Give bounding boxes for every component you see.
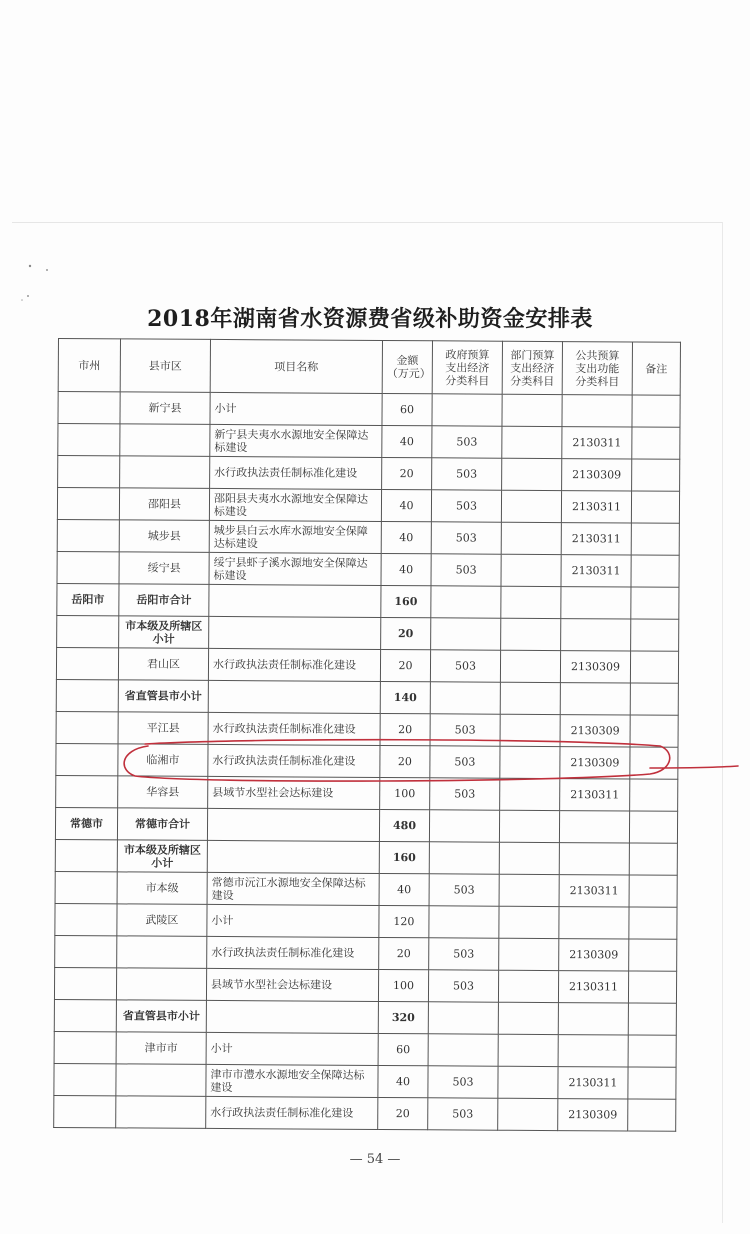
cell-city xyxy=(57,615,119,647)
cell-amount: 40 xyxy=(379,873,429,905)
cell-project: 水行政执法责任制标准化建设 xyxy=(207,936,379,969)
header-gov-econ: 政府预算 支出经济 分类科目 xyxy=(432,341,502,394)
table-row xyxy=(56,711,678,747)
table-row xyxy=(56,679,678,715)
cell-dept-econ xyxy=(500,682,560,714)
header-county: 县市区 xyxy=(120,339,210,393)
cell-amount: 20 xyxy=(381,617,431,649)
cell-dept-econ xyxy=(498,1098,558,1130)
cell-note xyxy=(630,651,678,683)
cell-func: 2130311 xyxy=(561,555,631,587)
cell-note xyxy=(631,587,679,619)
header-dept-econ: 部门预算 支出经济 分类科目 xyxy=(502,341,562,394)
cell-project xyxy=(207,808,379,841)
cell-gov-econ xyxy=(429,842,499,874)
cell-county: 华容县 xyxy=(118,776,208,809)
cell-amount: 60 xyxy=(378,1033,428,1065)
cell-func: 2130309 xyxy=(560,715,630,747)
cell-dept-econ xyxy=(500,746,560,778)
cell-gov-econ xyxy=(431,586,501,618)
cell-func: 2130311 xyxy=(558,1067,628,1099)
cell-func: 2130311 xyxy=(561,523,631,555)
table-row xyxy=(54,1031,676,1067)
table-row xyxy=(54,1095,676,1131)
page-title: 2018年湖南省水资源费省级补助资金安排表 xyxy=(147,306,593,332)
table-row xyxy=(58,424,680,460)
header-project: 项目名称 xyxy=(210,339,382,393)
cell-note xyxy=(629,875,677,907)
cell-city: 岳阳市 xyxy=(57,583,119,615)
cell-city xyxy=(58,392,120,424)
cell-amount: 40 xyxy=(378,1065,428,1097)
cell-dept-econ xyxy=(501,522,561,554)
table-row xyxy=(54,967,676,1003)
table-row xyxy=(55,871,677,907)
cell-note xyxy=(631,619,679,651)
cell-city xyxy=(54,967,116,999)
cell-amount: 480 xyxy=(379,809,429,841)
cell-amount: 320 xyxy=(378,1001,428,1033)
table-row xyxy=(56,647,678,683)
cell-project: 县域节水型社会达标建设 xyxy=(206,968,378,1001)
cell-note xyxy=(629,939,677,971)
cell-note xyxy=(631,491,679,523)
cell-project xyxy=(206,1000,378,1033)
cell-city xyxy=(57,519,119,551)
cell-note xyxy=(628,1099,676,1131)
table-row xyxy=(57,583,679,619)
cell-gov-econ: 503 xyxy=(429,938,499,970)
cell-county xyxy=(116,1064,206,1097)
cell-dept-econ xyxy=(499,938,559,970)
cell-project: 绥宁县虾子溪水源地安全保障达标建设 xyxy=(209,552,381,585)
cell-func xyxy=(559,811,629,843)
cell-city xyxy=(54,1063,116,1095)
cell-note xyxy=(628,1067,676,1099)
cell-dept-econ xyxy=(502,426,562,458)
cell-county xyxy=(116,1096,206,1129)
cell-dept-econ xyxy=(498,1066,558,1098)
cell-func: 2130311 xyxy=(562,427,632,459)
table-row xyxy=(57,519,679,555)
cell-project: 常德市沅江水源地安全保障达标建设 xyxy=(207,872,379,905)
cell-city xyxy=(54,1031,116,1063)
cell-amount: 20 xyxy=(382,457,432,489)
cell-amount: 20 xyxy=(379,937,429,969)
cell-amount: 20 xyxy=(380,649,430,681)
table-row xyxy=(54,1063,676,1099)
table-row xyxy=(57,488,679,524)
cell-note xyxy=(628,1035,676,1067)
cell-county: 邵阳县 xyxy=(119,488,209,521)
cell-func: 2130309 xyxy=(558,1099,628,1131)
cell-project: 小计 xyxy=(207,904,379,937)
cell-gov-econ: 503 xyxy=(431,522,501,554)
cell-note xyxy=(632,427,680,459)
cell-func: 2130311 xyxy=(559,875,629,907)
cell-gov-econ xyxy=(429,906,499,938)
cell-gov-econ: 503 xyxy=(430,650,500,682)
cell-county xyxy=(117,936,207,969)
cell-project: 水行政执法责任制标准化建设 xyxy=(210,456,382,489)
cell-county: 省直管县市小计 xyxy=(118,680,208,713)
cell-gov-econ xyxy=(431,618,501,650)
cell-city xyxy=(56,775,118,807)
cell-dept-econ xyxy=(501,618,561,650)
cell-note xyxy=(630,683,678,715)
header-city: 市州 xyxy=(58,339,120,392)
cell-county: 临湘市 xyxy=(118,744,208,777)
cell-dept-econ xyxy=(501,554,561,586)
cell-note xyxy=(629,811,677,843)
cell-project: 水行政执法责任制标准化建设 xyxy=(208,648,380,681)
cell-note xyxy=(631,555,679,587)
cell-note xyxy=(628,971,676,1003)
cell-gov-econ: 503 xyxy=(429,874,499,906)
cell-note xyxy=(629,843,677,875)
cell-city xyxy=(55,839,117,871)
cell-project: 小计 xyxy=(210,392,382,425)
cell-city xyxy=(56,679,118,711)
table-row xyxy=(56,743,678,779)
cell-amount: 40 xyxy=(382,425,432,457)
cell-county: 绥宁县 xyxy=(119,552,209,585)
cell-city xyxy=(55,935,117,967)
table-row xyxy=(58,392,680,428)
table-row xyxy=(54,999,676,1035)
cell-func xyxy=(559,907,629,939)
cell-city xyxy=(56,647,118,679)
table-row xyxy=(56,775,678,811)
cell-project: 小计 xyxy=(206,1032,378,1065)
table-row xyxy=(58,456,680,492)
cell-dept-econ xyxy=(499,906,559,938)
table-header-row xyxy=(58,339,680,396)
cell-amount: 100 xyxy=(380,777,430,809)
cell-note xyxy=(630,715,678,747)
cell-amount: 20 xyxy=(380,713,430,745)
cell-gov-econ: 503 xyxy=(431,490,501,522)
cell-gov-econ: 503 xyxy=(430,778,500,810)
cell-city xyxy=(58,424,120,456)
cell-note xyxy=(630,779,678,811)
cell-city xyxy=(54,999,116,1031)
header-amount: 金额 （万元） xyxy=(382,340,432,393)
cell-city xyxy=(55,903,117,935)
cell-note xyxy=(632,459,680,491)
cell-county: 平江县 xyxy=(118,712,208,745)
cell-county: 常德市合计 xyxy=(117,808,207,841)
cell-gov-econ xyxy=(428,1034,498,1066)
cell-city: 常德市 xyxy=(55,807,117,839)
cell-county: 省直管县市小计 xyxy=(116,1000,206,1033)
cell-county: 市本级及所辖区小计 xyxy=(117,840,207,873)
cell-county xyxy=(120,456,210,489)
cell-project xyxy=(208,680,380,713)
cell-amount: 160 xyxy=(379,841,429,873)
cell-dept-econ xyxy=(498,1002,558,1034)
cell-note xyxy=(630,747,678,779)
cell-func: 2130311 xyxy=(558,971,628,1003)
cell-county: 城步县 xyxy=(119,520,209,553)
cell-gov-econ: 503 xyxy=(428,1066,498,1098)
cell-gov-econ xyxy=(432,394,502,426)
cell-project xyxy=(207,840,379,873)
cell-func xyxy=(560,683,630,715)
cell-gov-econ: 503 xyxy=(430,746,500,778)
cell-note xyxy=(631,523,679,555)
cell-amount: 20 xyxy=(378,1097,428,1129)
cell-city xyxy=(57,551,119,583)
cell-gov-econ: 503 xyxy=(432,426,502,458)
cell-gov-econ xyxy=(428,1002,498,1034)
cell-amount: 160 xyxy=(381,585,431,617)
cell-func xyxy=(559,843,629,875)
cell-dept-econ xyxy=(499,842,559,874)
cell-func xyxy=(562,395,632,427)
cell-dept-econ xyxy=(498,1034,558,1066)
cell-city xyxy=(56,743,118,775)
cell-project: 水行政执法责任制标准化建设 xyxy=(206,1096,378,1129)
page-number: — 54 — xyxy=(349,1152,401,1167)
cell-dept-econ xyxy=(499,874,559,906)
cell-dept-econ xyxy=(502,458,562,490)
cell-gov-econ: 503 xyxy=(428,970,498,1002)
cell-note xyxy=(629,907,677,939)
cell-dept-econ xyxy=(502,394,562,426)
cell-func: 2130311 xyxy=(561,491,631,523)
cell-project: 新宁县夫夷水水源地安全保障达标建设 xyxy=(210,424,382,457)
cell-func: 2130309 xyxy=(560,747,630,779)
allocation-table xyxy=(53,338,681,1132)
table-row xyxy=(55,903,677,939)
cell-project xyxy=(209,584,381,617)
cell-gov-econ: 503 xyxy=(432,458,502,490)
table-row xyxy=(55,935,677,971)
cell-city xyxy=(56,711,118,743)
cell-county: 君山区 xyxy=(118,648,208,681)
header-note: 备注 xyxy=(632,342,680,395)
table-row xyxy=(55,839,677,875)
cell-county xyxy=(120,424,210,457)
cell-project: 水行政执法责任制标准化建设 xyxy=(208,744,380,777)
cell-dept-econ xyxy=(501,490,561,522)
cell-project: 水行政执法责任制标准化建设 xyxy=(208,712,380,745)
cell-county: 市本级 xyxy=(117,872,207,905)
cell-amount: 40 xyxy=(381,553,431,585)
cell-county: 市本级及所辖区小计 xyxy=(119,616,209,649)
cell-dept-econ xyxy=(501,586,561,618)
cell-city xyxy=(58,456,120,488)
table-row xyxy=(55,807,677,843)
header-func: 公共预算 支出功能 分类科目 xyxy=(562,342,632,395)
cell-dept-econ xyxy=(500,714,560,746)
cell-county xyxy=(116,968,206,1001)
cell-project: 邵阳县夫夷水水源地安全保障达标建设 xyxy=(209,488,381,521)
cell-project xyxy=(209,616,381,649)
cell-amount: 120 xyxy=(379,905,429,937)
cell-city xyxy=(55,871,117,903)
cell-project: 城步县白云水库水源地安全保障达标建设 xyxy=(209,520,381,553)
cell-gov-econ: 503 xyxy=(428,1098,498,1130)
cell-county: 武陵区 xyxy=(117,904,207,937)
cell-func: 2130309 xyxy=(560,651,630,683)
cell-note xyxy=(632,395,680,427)
cell-amount: 60 xyxy=(382,393,432,425)
cell-amount: 100 xyxy=(378,969,428,1001)
cell-func: 2130311 xyxy=(560,779,630,811)
cell-func xyxy=(561,619,631,651)
cell-county: 津市市 xyxy=(116,1032,206,1065)
cell-note xyxy=(628,1003,676,1035)
cell-dept-econ xyxy=(500,650,560,682)
table-row xyxy=(57,615,679,651)
cell-city xyxy=(54,1095,116,1127)
cell-gov-econ: 503 xyxy=(430,714,500,746)
cell-project: 津市市澧水水源地安全保障达标建设 xyxy=(206,1064,378,1097)
cell-amount: 20 xyxy=(380,745,430,777)
cell-func xyxy=(558,1003,628,1035)
cell-gov-econ xyxy=(430,682,500,714)
cell-dept-econ xyxy=(500,778,560,810)
cell-county: 新宁县 xyxy=(120,392,210,425)
cell-dept-econ xyxy=(499,810,559,842)
cell-func xyxy=(558,1035,628,1067)
cell-city xyxy=(57,488,119,520)
cell-func xyxy=(561,587,631,619)
cell-gov-econ: 503 xyxy=(431,554,501,586)
cell-func: 2130309 xyxy=(559,939,629,971)
cell-project: 县域节水型社会达标建设 xyxy=(208,776,380,809)
cell-dept-econ xyxy=(498,970,558,1002)
cell-amount: 40 xyxy=(381,489,431,521)
cell-county: 岳阳市合计 xyxy=(119,584,209,617)
cell-gov-econ xyxy=(429,810,499,842)
table-row xyxy=(57,551,679,587)
cell-amount: 40 xyxy=(381,521,431,553)
cell-func: 2130309 xyxy=(562,459,632,491)
cell-amount: 140 xyxy=(380,681,430,713)
